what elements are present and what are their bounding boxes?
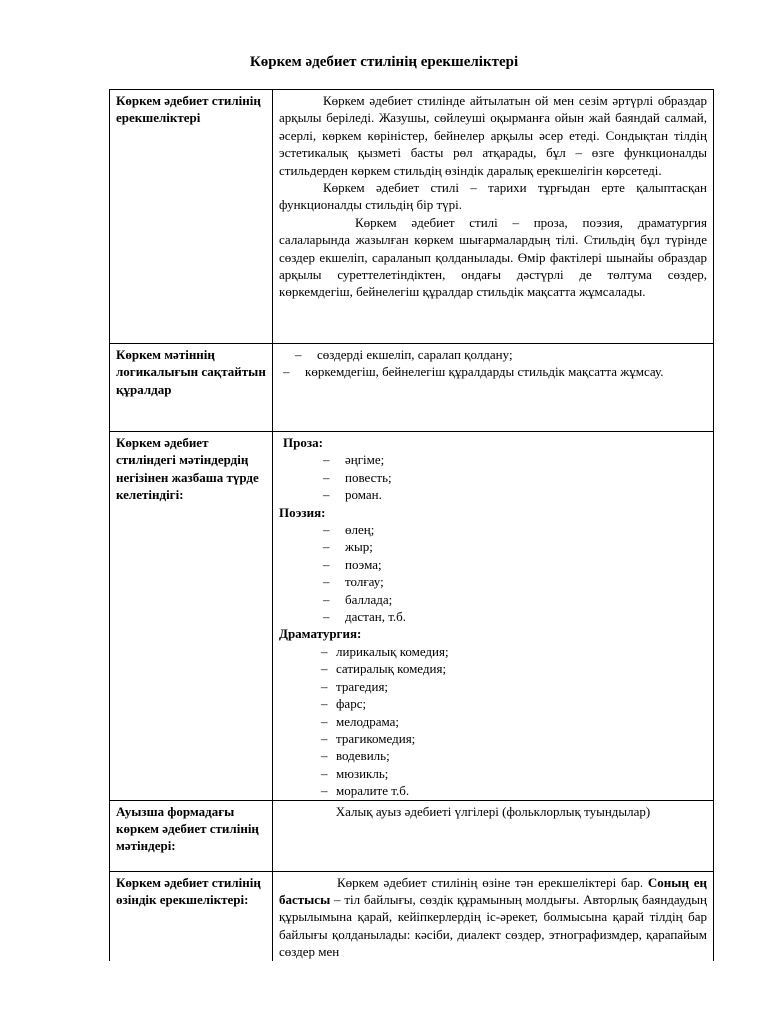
- row-label: Көркем мәтіннің логикалығын сақтайтын құралдар: [110, 344, 273, 432]
- row-content: [273, 871, 714, 961]
- drama-list: [279, 643, 707, 800]
- prose-list: [279, 451, 707, 503]
- table-row: [110, 871, 714, 961]
- row-label: Көркем әдебиет стиліндегі мәтіндердің негізінен жазбаша түрде келетіндігі:: [110, 432, 273, 801]
- list-item: – водевиль;: [321, 748, 390, 764]
- list-item: – сатиралық комедия;: [321, 661, 447, 677]
- table-row: [110, 800, 714, 871]
- row-label: Көркем әдебиет стилінің өзіндік ерекшеліктері:: [110, 871, 273, 961]
- list-item: – повесть;: [323, 469, 392, 485]
- row-content: [273, 344, 714, 432]
- row-label: Ауызша формадағы көркем әдебиет стилінің мәтіндері:: [110, 800, 273, 871]
- content-table: [109, 89, 714, 961]
- list-item: – баллада;: [323, 591, 393, 607]
- list-item: – жыр;: [323, 539, 373, 555]
- list-item: – лирикалық комедия;: [321, 643, 449, 659]
- row-content: [273, 432, 714, 801]
- paragraph: Көркем әдебиет стилі – проза, поэзия, драматургия салаларында жазылған көркем шығармалардың тілі. Стильдің бұл түрінде сөздер екшеліп, сараланып қолданылады. Өмір фактілері шынайы образдар арқылы суреттелетіндіктен, ондағы дәстүрлі де төлтума сөздер, көркемдегіш, бейнелегіш құралдар стильдік мақсатта жұмсалады.: [279, 214, 707, 300]
- list-item: – роман.: [323, 487, 382, 503]
- table-row: [110, 432, 714, 801]
- bold-phrase: Соның ең бастысы: [279, 874, 707, 907]
- list-item: – толғау;: [323, 574, 384, 590]
- list-item: – көркемдегіш, бейнелегіш құралдарды стильдік мақсатта жұмсау.: [283, 364, 664, 380]
- section-heading-drama: Драматургия:: [279, 626, 362, 642]
- section-heading-prose: Проза:: [283, 435, 323, 450]
- paragraph: Көркем әдебиет стилінде айтылатын ой мен сезім әртүрлі образдар арқылы беріледі. Жазушы, сөйлеуші оқырманға ойын жай баяндай салмай, әсерлі, көркем көріністер, бейнелер арқылы әсер етеді. Сондықтан тілдің эстетикалық қызметі басты рөл атқарады, бұл – өзге функционалды стильдерден көркем стильдің өзіндік даралық ерекшелігін көрсетеді.: [279, 93, 707, 178]
- row-content: [273, 800, 714, 871]
- list-item: – фарс;: [321, 696, 367, 712]
- table-row: [110, 90, 714, 344]
- list-item: – өлең;: [323, 522, 375, 538]
- list-item: – сөздерді екшеліп, саралап қолдану;: [295, 347, 513, 362]
- list-item: – трагикомедия;: [321, 730, 416, 746]
- list-item: – дастан, т.б.: [323, 609, 407, 625]
- paragraph: Көркем әдебиет стилі – тарихи тұрғыдан ерте қалыптасқан функционалды стильдің бір түрі.: [279, 180, 707, 213]
- list-item: – мелодрама;: [321, 713, 400, 729]
- page-title: Көркем әдебиет стилінің ерекшеліктері: [249, 54, 519, 70]
- table-row: [110, 344, 714, 432]
- row-content: [273, 90, 714, 344]
- paragraph: Халық ауыз әдебиеті үлгілері (фольклорлық туындылар): [335, 803, 651, 819]
- list-item: – моралите т.б.: [321, 783, 410, 799]
- section-heading-poetry: Поэзия:: [279, 504, 326, 520]
- paragraph: Көркем әдебиет стилінің өзіне тән ерекшеліктері бар. Соның ең бастысы – тіл байлығы, сөздік құрамының молдығы. Авторлық баяндаудың құрылымына қарай, кейіпкерлердің іс-әрекет, болмысына қарай тілдің бар байлығы қолданылады: кәсіби, диалект сөздер, этнографизмдер, қарапайым сөздер мен: [279, 874, 707, 960]
- row-label: Көркем әдебиет стилінің ерекшеліктері: [110, 90, 273, 344]
- list-item: – поэма;: [323, 556, 382, 572]
- list-item: – трагедия;: [321, 678, 389, 694]
- list-item: – мюзикль;: [321, 765, 389, 781]
- poetry-list: [279, 521, 707, 625]
- list-item: – әңгіме;: [323, 452, 385, 468]
